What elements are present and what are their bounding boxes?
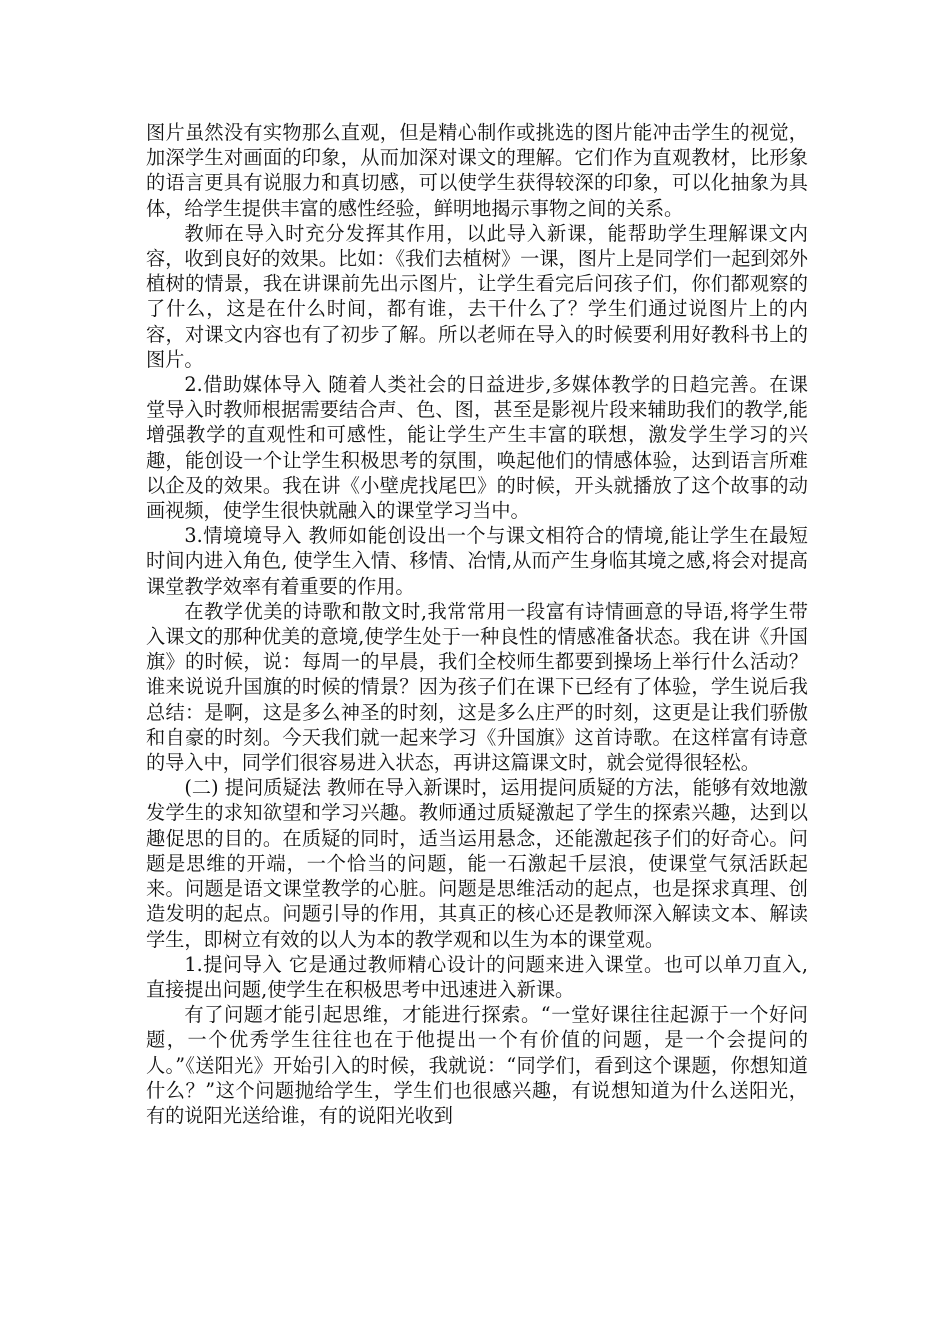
paragraph-media-lead-in: 2.借助媒体导入 随着人类社会的日益进步,多媒体教学的日趋完善。在课堂导入时教师根据需要结合声、色、图，甚至是影视片段来辅助我们的教学,能增强教学的直观性和可感性，能让学生产生丰富的联想，激发学生学习的兴趣，能创设一个让学生积极思考的氛围，唤起他们的情感体验，达到语言所难以企及的效果。我在讲《小壁虎找尾巴》的时候，开头就播放了这个故事的动画视频，使学生很快就融入的课堂学习当中。 — [146, 373, 808, 523]
paragraph-question-lead-in: 1.提问导入 它是通过教师精心设计的问题来进入课堂。也可以单刀直入,直接提出问题,使学生在积极思考中迅速进入新课。 — [146, 952, 808, 1001]
paragraph-scenario-lead-in: 3.情境境导入 教师如能创设出一个与课文相符合的情境,能让学生在最短时间内进入角色, 使学生入情、移情、冶情,从而产生身临其境之感,将会对提高课堂教学效率有着重要的作用。 — [146, 524, 808, 598]
paragraph-poetry-example: 在教学优美的诗歌和散文时,我常常用一段富有诗情画意的导语,将学生带入课文的那种优美的意境,使学生处于一种良性的情感准备状态。我在讲《升国旗》的时候，说：每周一的早晨，我们全校师生都要到操场上举行什么活动？谁来说说升国旗的时候的情景？因为孩子们在课下已经有了体验，学生说后我总结：是啊，这是多么神圣的时刻，这是多么庄严的时刻，这更是让我们骄傲和自豪的时刻。今天我们就一起来学习《升国旗》这首诗歌。在这样富有诗意的导入中，同学们很容易进入状态，再讲这篇课文时，就会觉得很轻松。 — [146, 599, 808, 775]
paragraph-picture-lead-in: 教师在导入时充分发挥其作用，以此导入新课，能帮助学生理解课文内容，收到良好的效果。比如：《我们去植树》一课，图片上是同学们一起到郊外植树的情景，我在讲课前先出示图片，让学生看完后问孩子们，你们都观察的了什么，这是在什么时间，都有谁，去干什么了？学生们通过说图片上的内容，对课文内容也有了初步了解。所以老师在导入的时候要利用好教科书上的图片。 — [146, 221, 808, 371]
document-page — [146, 120, 808, 1128]
paragraph-questioning-method: (二) 提问质疑法 教师在导入新课时，运用提问质疑的方法，能够有效地激发学生的求知欲望和学习兴趣。教师通过质疑激起了学生的探索兴趣，达到以趣促思的目的。在质疑的同时，适当运用悬念，还能激起孩子们的好奇心。问题是思维的开端，一个恰当的问题，能一石激起千层浪，使课堂气氛活跃起来。问题是语文课堂教学的心脏。问题是思维活动的起点，也是探求真理、创造发明的起点。问题引导的作用，其真正的核心还是教师深入解读文本、解读学生，即树立有效的以人为本的教学观和以生为本的课堂观。 — [146, 776, 808, 951]
paragraph-pictures-intro: 图片虽然没有实物那么直观，但是精心制作或挑选的图片能冲击学生的视觉，加深学生对画面的印象，从而加深对课文的理解。它们作为直观教材，比形象的语言更具有说服力和真切感，可以使学生获得较深的印象，可以化抽象为具体，给学生提供丰富的感性经验，鲜明地揭示事物之间的关系。 — [146, 121, 808, 220]
paragraph-question-example: 有了问题才能引起思维，才能进行探索。“一堂好课往往起源于一个好问题，一个优秀学生往往也在于他提出一个有价值的问题，是一个会提问的人。”《送阳光》开始引入的时候，我就说：“同学们，看到这个课题，你想知道什么？”这个问题抛给学生，学生们也很感兴趣，有说想知道为什么送阳光，有的说阳光送给谁，有的说阳光收到 — [146, 1003, 808, 1127]
